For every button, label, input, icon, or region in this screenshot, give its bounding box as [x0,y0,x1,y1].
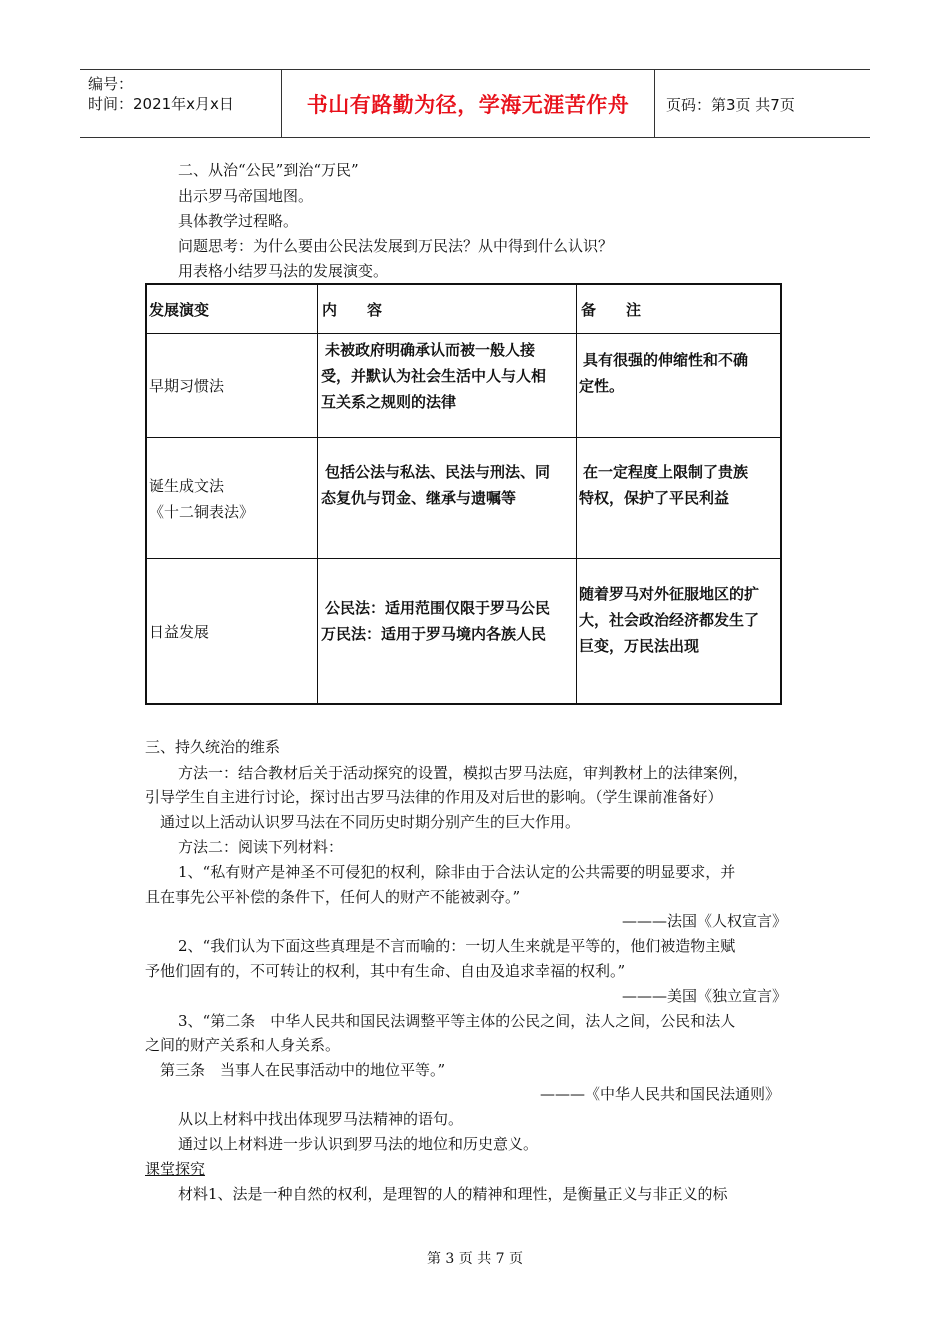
section2-line: 具体教学过程略。 [178,212,299,230]
section2-title: 二、从治“公民”到治“万民” [178,161,359,179]
table-header-cell: 内 容 [322,301,383,319]
header-divider [654,70,655,137]
body-line: 通过以上活动认识罗马法在不同历史时期分别产生的巨大作用。 [160,813,581,831]
table-header-cell: 发展演变 [149,301,210,319]
body-line: 材料1、法是一种自然的权利，是理智的人的精神和理性，是衡量正义与非正义的标 [178,1185,728,1203]
table-cell-content: 包括公法与私法、民法与刑法、同 态复仇与罚金、继承与遗嘱等 [321,463,551,507]
body-line: 引导学生自主进行讨论，探讨出古罗马法律的作用及对后世的影响。（学生课前准备好） [145,788,723,806]
table-gridline [147,558,780,559]
table-header-cell: 备 注 [581,301,642,319]
body-line: 从以上材料中找出体现罗马法精神的语句。 [178,1110,464,1128]
document-header [80,69,870,138]
table-gridline [147,437,780,438]
table-cell-stage: 日益发展 [149,623,210,641]
table-cell-stage: 诞生成文法 《十二铜表法》 [149,477,255,521]
section2-line: 出示罗马帝国地图。 [178,187,314,205]
table-cell-note: 在一定程度上限制了贵族 特权，保护了平民利益 [579,463,749,507]
header-meta [88,74,234,114]
body-line: 方法二：阅读下列材料： [178,838,344,856]
quote-line: 1、“私有财产是神圣不可侵犯的权利，除非由于合法认定的公共需要的明显要求，并 [178,863,736,881]
table-gridline [147,333,780,334]
quote-source: ———法国《人权宣言》 [622,912,788,930]
table-gridline [317,285,318,703]
table-cell-stage: 早期习惯法 [149,377,225,395]
classroom-explore-heading: 课堂探究 [145,1160,206,1178]
header-motto: 书山有路勤为径，学海无涯苦作舟 [306,92,630,117]
section3-title: 三、持久统治的维系 [145,738,281,756]
section2-line: 问题思考：为什么要由公民法发展到万民法？从中得到什么认识？ [178,237,614,255]
quote-line: 2、“我们认为下面这些真理是不言而喻的：一切人生来就是平等的，他们被造物主赋 [178,937,736,955]
header-page-info: 页码：第3页 共7页 [666,96,795,114]
quote-line: 予他们固有的，不可转让的权利，其中有生命、自由及追求幸福的权利。” [145,962,626,980]
time-label: 时间：2021年x月x日 [88,95,234,113]
table-cell-content: 未被政府明确承认而被一般人接 受，并默认为社会生活中人与人相 互关系之规则的法律 [321,341,547,411]
number-label: 编号： [88,75,134,93]
quote-source: ———《中华人民共和国民法通则》 [540,1085,781,1103]
body-line: 方法一：结合教材后关于活动探究的设置，模拟古罗马法庭，审判教材上的法律案例， [178,764,749,782]
quote-line: 3、“第二条 中华人民共和国民法调整平等主体的公民之间，法人之间，公民和法人 [178,1012,736,1030]
quote-source: ———美国《独立宣言》 [622,987,788,1005]
table-cell-note: 随着罗马对外征服地区的扩 大，社会政治经济都发生了 巨变，万民法出现 [579,585,760,655]
quote-line: 之间的财产关系和人身关系。 [145,1036,341,1054]
table-gridline [576,285,577,703]
section2-line: 用表格小结罗马法的发展演变。 [178,262,389,280]
quote-line: 第三条 当事人在民事活动中的地位平等。” [160,1061,446,1079]
table-cell-note: 具有很强的伸缩性和不确 定性。 [579,351,749,395]
page-footer: 第 3 页 共 7 页 [426,1251,524,1267]
roman-law-table [145,283,782,705]
table-cell-content: 公民法：适用范围仅限于罗马公民 万民法：适用于罗马境内各族人民 [321,599,551,643]
quote-line: 且在事先公平补偿的条件下，任何人的财产不能被剥夺。” [145,888,521,906]
body-line: 通过以上材料进一步认识到罗马法的地位和历史意义。 [178,1135,539,1153]
